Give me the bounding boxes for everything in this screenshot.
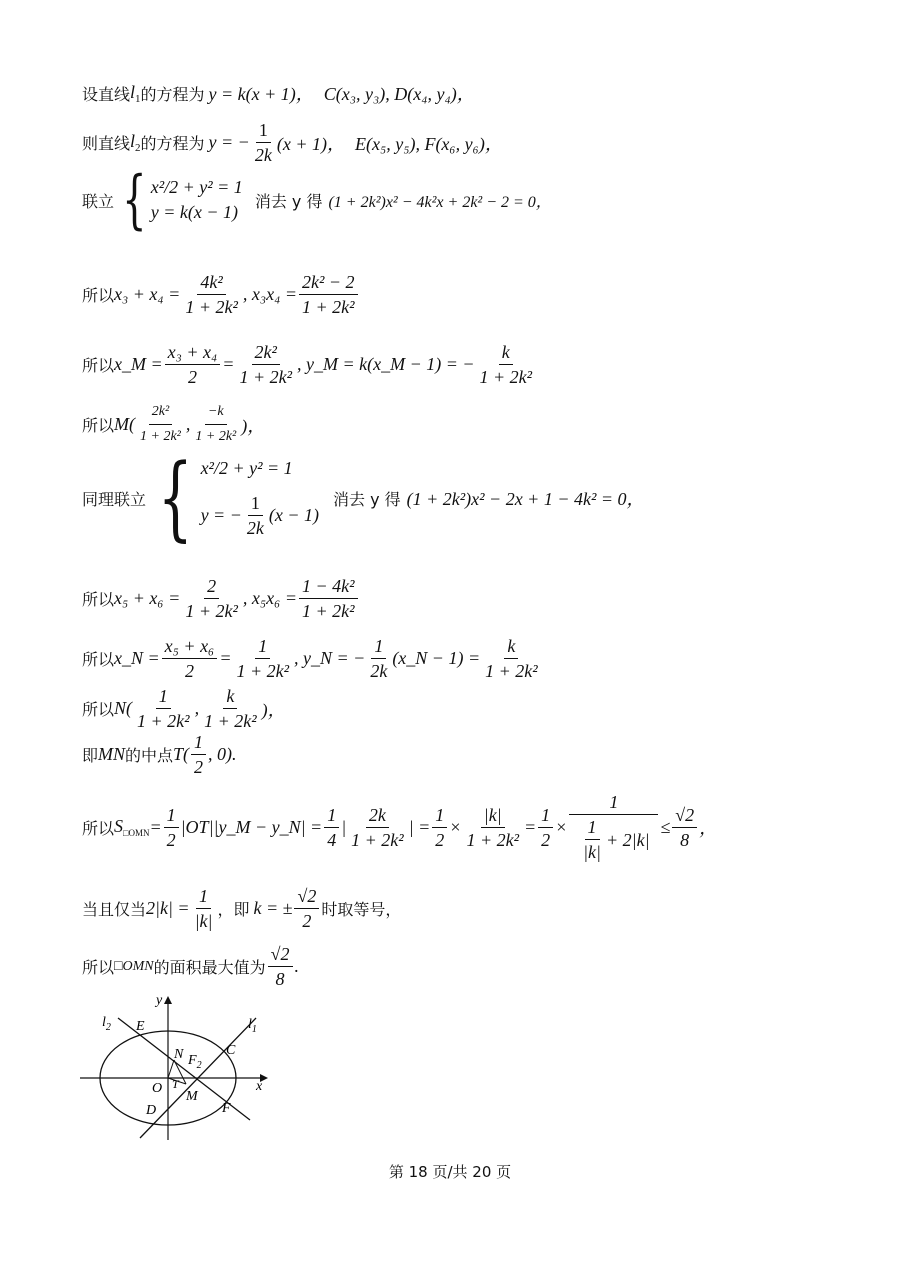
den: 1 + 2k² [351, 829, 404, 850]
line-9 [82, 636, 543, 681]
segment-on [168, 1060, 174, 1078]
text: 即 [82, 746, 99, 765]
label-o: O [152, 1081, 163, 1096]
fraction [268, 944, 293, 989]
fraction [538, 805, 553, 850]
num: 2 [204, 576, 219, 599]
num: 1 [324, 805, 339, 828]
line-2 [82, 120, 503, 165]
ellipse-figure [78, 990, 278, 1150]
num: 1 [248, 493, 263, 516]
math: k = ± [253, 898, 293, 918]
label-l1: $l_1$ [248, 1017, 257, 1035]
math: | [341, 816, 347, 837]
text: 的方程为 [140, 134, 205, 153]
fraction [134, 686, 193, 731]
row: x²/2 + y² = 1 [150, 177, 243, 197]
den: 1 + 2k² [239, 367, 292, 387]
den: 2 [166, 829, 176, 850]
den: 1 + 2k² [302, 601, 355, 621]
num: 1 [191, 732, 206, 755]
sub: □OMN [123, 828, 150, 838]
num: 2k² − 2 [299, 272, 358, 295]
math: 2|k| = [146, 898, 190, 918]
fraction [137, 402, 184, 447]
math: ≤ [660, 816, 671, 837]
num: x₅ + x₆ [162, 636, 218, 659]
math: , x₅x₆ = [242, 588, 297, 608]
fraction [294, 886, 319, 931]
label-t: T [172, 1077, 179, 1091]
l2-symbol: $l_2$ [130, 131, 141, 154]
den: 1 + 2k² [466, 829, 519, 850]
fraction [162, 636, 218, 681]
math: , y_N = − [294, 648, 366, 668]
text: 所以 [82, 356, 115, 375]
brace: { [122, 163, 147, 237]
num: 1 [569, 792, 658, 815]
l1-symbol: $l_1$ [130, 81, 141, 105]
line-4 [82, 272, 360, 317]
math: y = − [208, 132, 250, 152]
num: 1 [538, 805, 553, 828]
text: 所以 [82, 416, 115, 435]
den: 1 + 2k² [185, 297, 238, 317]
math: × [555, 816, 568, 837]
den: 1 + 2k² [204, 711, 257, 731]
fraction [463, 805, 522, 850]
page-footer: 第 18 页/共 20 页 [388, 1163, 512, 1181]
label-d: D [146, 1103, 157, 1118]
math: )， [261, 699, 286, 720]
label-n: N [174, 1047, 184, 1062]
math: (x_N − 1) = [392, 648, 481, 668]
num: 2k² [252, 342, 280, 365]
text: 消去 y 得 [332, 489, 401, 509]
fraction [192, 886, 216, 931]
text: 所以 [82, 590, 115, 609]
text: 所以 [82, 818, 115, 838]
math: |OT||y_M − y_N| = [180, 816, 323, 837]
line-6 [82, 402, 265, 447]
fraction [672, 805, 697, 850]
fraction [477, 342, 536, 387]
fraction [182, 576, 241, 621]
den: 2 [194, 757, 204, 777]
fraction [236, 342, 295, 387]
den: 2 [541, 829, 551, 850]
s: S [114, 816, 124, 836]
row [201, 493, 319, 538]
math: □OMN [114, 958, 154, 974]
fraction [192, 402, 239, 447]
row: x²/2 + y² = 1 [200, 458, 293, 478]
text: 的方程为 [140, 84, 205, 104]
num: √2 [672, 805, 697, 828]
line-13 [82, 886, 401, 931]
math: , y_M = k(x_M − 1) = − [297, 354, 475, 374]
points: C(x₃, y₃), D(x₄, y₄)， [323, 84, 475, 104]
text: 所以 [82, 650, 115, 669]
label-y: y [156, 993, 163, 1008]
brace: { [157, 444, 193, 551]
points: E(x₅, y₅), F(x₆, y₆)， [354, 133, 503, 154]
num: √2 [294, 886, 319, 909]
num: 1 [585, 817, 600, 840]
fraction [244, 493, 267, 538]
label-f2: $F_2$ [188, 1053, 202, 1071]
fraction [252, 120, 275, 165]
label-c: C [226, 1043, 236, 1058]
label-f: F [222, 1101, 231, 1116]
num: k [499, 342, 513, 365]
fraction [164, 805, 179, 850]
num: k [504, 636, 518, 659]
den: 2 [187, 367, 197, 387]
math: MN [98, 744, 126, 764]
text: 所以 [82, 286, 115, 305]
num: 1 [196, 886, 211, 909]
line-3 [82, 163, 552, 237]
y-arrow [164, 996, 172, 1004]
den [575, 815, 652, 862]
math: x_N = [114, 648, 160, 668]
line-14 [82, 944, 299, 989]
fraction [580, 817, 604, 862]
label-x: x [256, 1079, 263, 1094]
num: 1 − 4k² [299, 576, 358, 599]
den: 8 [680, 829, 690, 850]
line-12 [82, 792, 717, 862]
math: (x + 1)， [276, 133, 345, 154]
label-e: E [136, 1019, 145, 1034]
math: = [524, 816, 537, 837]
label-m: M [186, 1089, 198, 1104]
math: × [449, 816, 462, 837]
line-8 [82, 576, 360, 621]
num: 1 [256, 120, 271, 143]
fraction [299, 272, 358, 317]
math: x₃ + x₄ = [114, 284, 181, 304]
den: 2 [302, 911, 312, 931]
text: 联立 [82, 191, 115, 211]
math: (1 + 2k²)x² − 4k²x + 2k² − 2 = 0， [328, 193, 552, 211]
math: , [185, 414, 191, 434]
math: y = − [200, 505, 242, 525]
text: ，即 [217, 900, 250, 919]
fraction [165, 342, 221, 387]
num: 1 [255, 636, 270, 659]
den: 2k [246, 518, 264, 538]
row: y = k(x − 1) [150, 202, 238, 222]
fraction [233, 636, 292, 681]
fraction [432, 805, 447, 850]
den: 1 + 2k² [302, 297, 355, 317]
math: = [219, 648, 232, 668]
den: 1 + 2k² [479, 367, 533, 387]
math: , 0). [208, 744, 237, 764]
den: 1 + 2k² [485, 661, 538, 681]
math: M( [114, 414, 136, 434]
num: √2 [268, 944, 293, 967]
fraction [182, 272, 241, 317]
text: 所以 [82, 700, 115, 719]
den: 1 + 2k² [137, 711, 190, 731]
math: (1 + 2k²)x² − 2x + 1 − 4k² = 0， [406, 489, 645, 509]
den: 8 [275, 969, 285, 989]
math: x_M = [114, 354, 163, 374]
den: 1 + 2k² [195, 429, 237, 444]
den: 2k [254, 145, 272, 165]
num: 1 [371, 636, 386, 659]
text: 时取等号， [321, 900, 402, 919]
text: 所以 [82, 958, 115, 977]
den: 2k [370, 661, 388, 681]
math: (x − 1) [268, 505, 319, 525]
math: , [194, 698, 200, 718]
system [201, 458, 319, 538]
area-symbol [114, 816, 149, 838]
math: x₅ + x₆ = [114, 588, 181, 608]
line-5 [82, 342, 537, 387]
num: |k| [481, 805, 505, 828]
math: , x₃x₄ = [242, 284, 297, 304]
fraction [348, 805, 407, 850]
text: 同理联立 [82, 489, 147, 509]
line-11 [82, 732, 237, 777]
fraction [201, 686, 260, 731]
math: )， [241, 415, 266, 436]
num: 2k [366, 805, 389, 828]
equation: y = k(x + 1)， [208, 84, 314, 104]
den: 1 + 2k² [185, 601, 238, 621]
fraction [482, 636, 541, 681]
math: ， [699, 818, 718, 838]
den: 1 + 2k² [236, 661, 290, 681]
math: N( [114, 698, 133, 718]
fraction [367, 636, 390, 681]
num: −k [205, 402, 227, 425]
text: 当且仅当 [82, 900, 147, 919]
den: 4 [327, 829, 337, 850]
den: 2 [435, 829, 445, 850]
num: k [223, 686, 237, 709]
math: T( [173, 744, 190, 764]
num: 4k² [197, 272, 225, 295]
text: 的中点 [125, 746, 174, 765]
system [151, 177, 243, 223]
num: 1 [156, 686, 171, 709]
text: 则直线 [82, 134, 131, 153]
num: 2k² [149, 402, 172, 425]
text: 设直线 [82, 84, 131, 104]
den: |k| [194, 911, 213, 931]
math: . [294, 956, 299, 976]
math: = [222, 354, 235, 374]
den: |k| [583, 842, 601, 862]
math: + 2|k| [605, 829, 650, 850]
num: 1 [164, 805, 179, 828]
den: 2 [184, 661, 194, 681]
num: x₃ + x₄ [165, 342, 221, 365]
fraction [569, 792, 658, 862]
math: | = [408, 816, 431, 837]
fraction [191, 732, 206, 777]
line-10 [82, 686, 286, 731]
num: 1 [432, 805, 447, 828]
line-1 [82, 80, 475, 106]
fraction [299, 576, 358, 621]
label-l2: $l_2$ [102, 1015, 111, 1033]
den: 1 + 2k² [140, 429, 181, 444]
fraction [324, 805, 339, 850]
math: = [149, 816, 162, 837]
line-7 [82, 444, 645, 551]
text: 消去 y 得 [254, 191, 323, 211]
text: 的面积最大值为 [153, 958, 266, 977]
